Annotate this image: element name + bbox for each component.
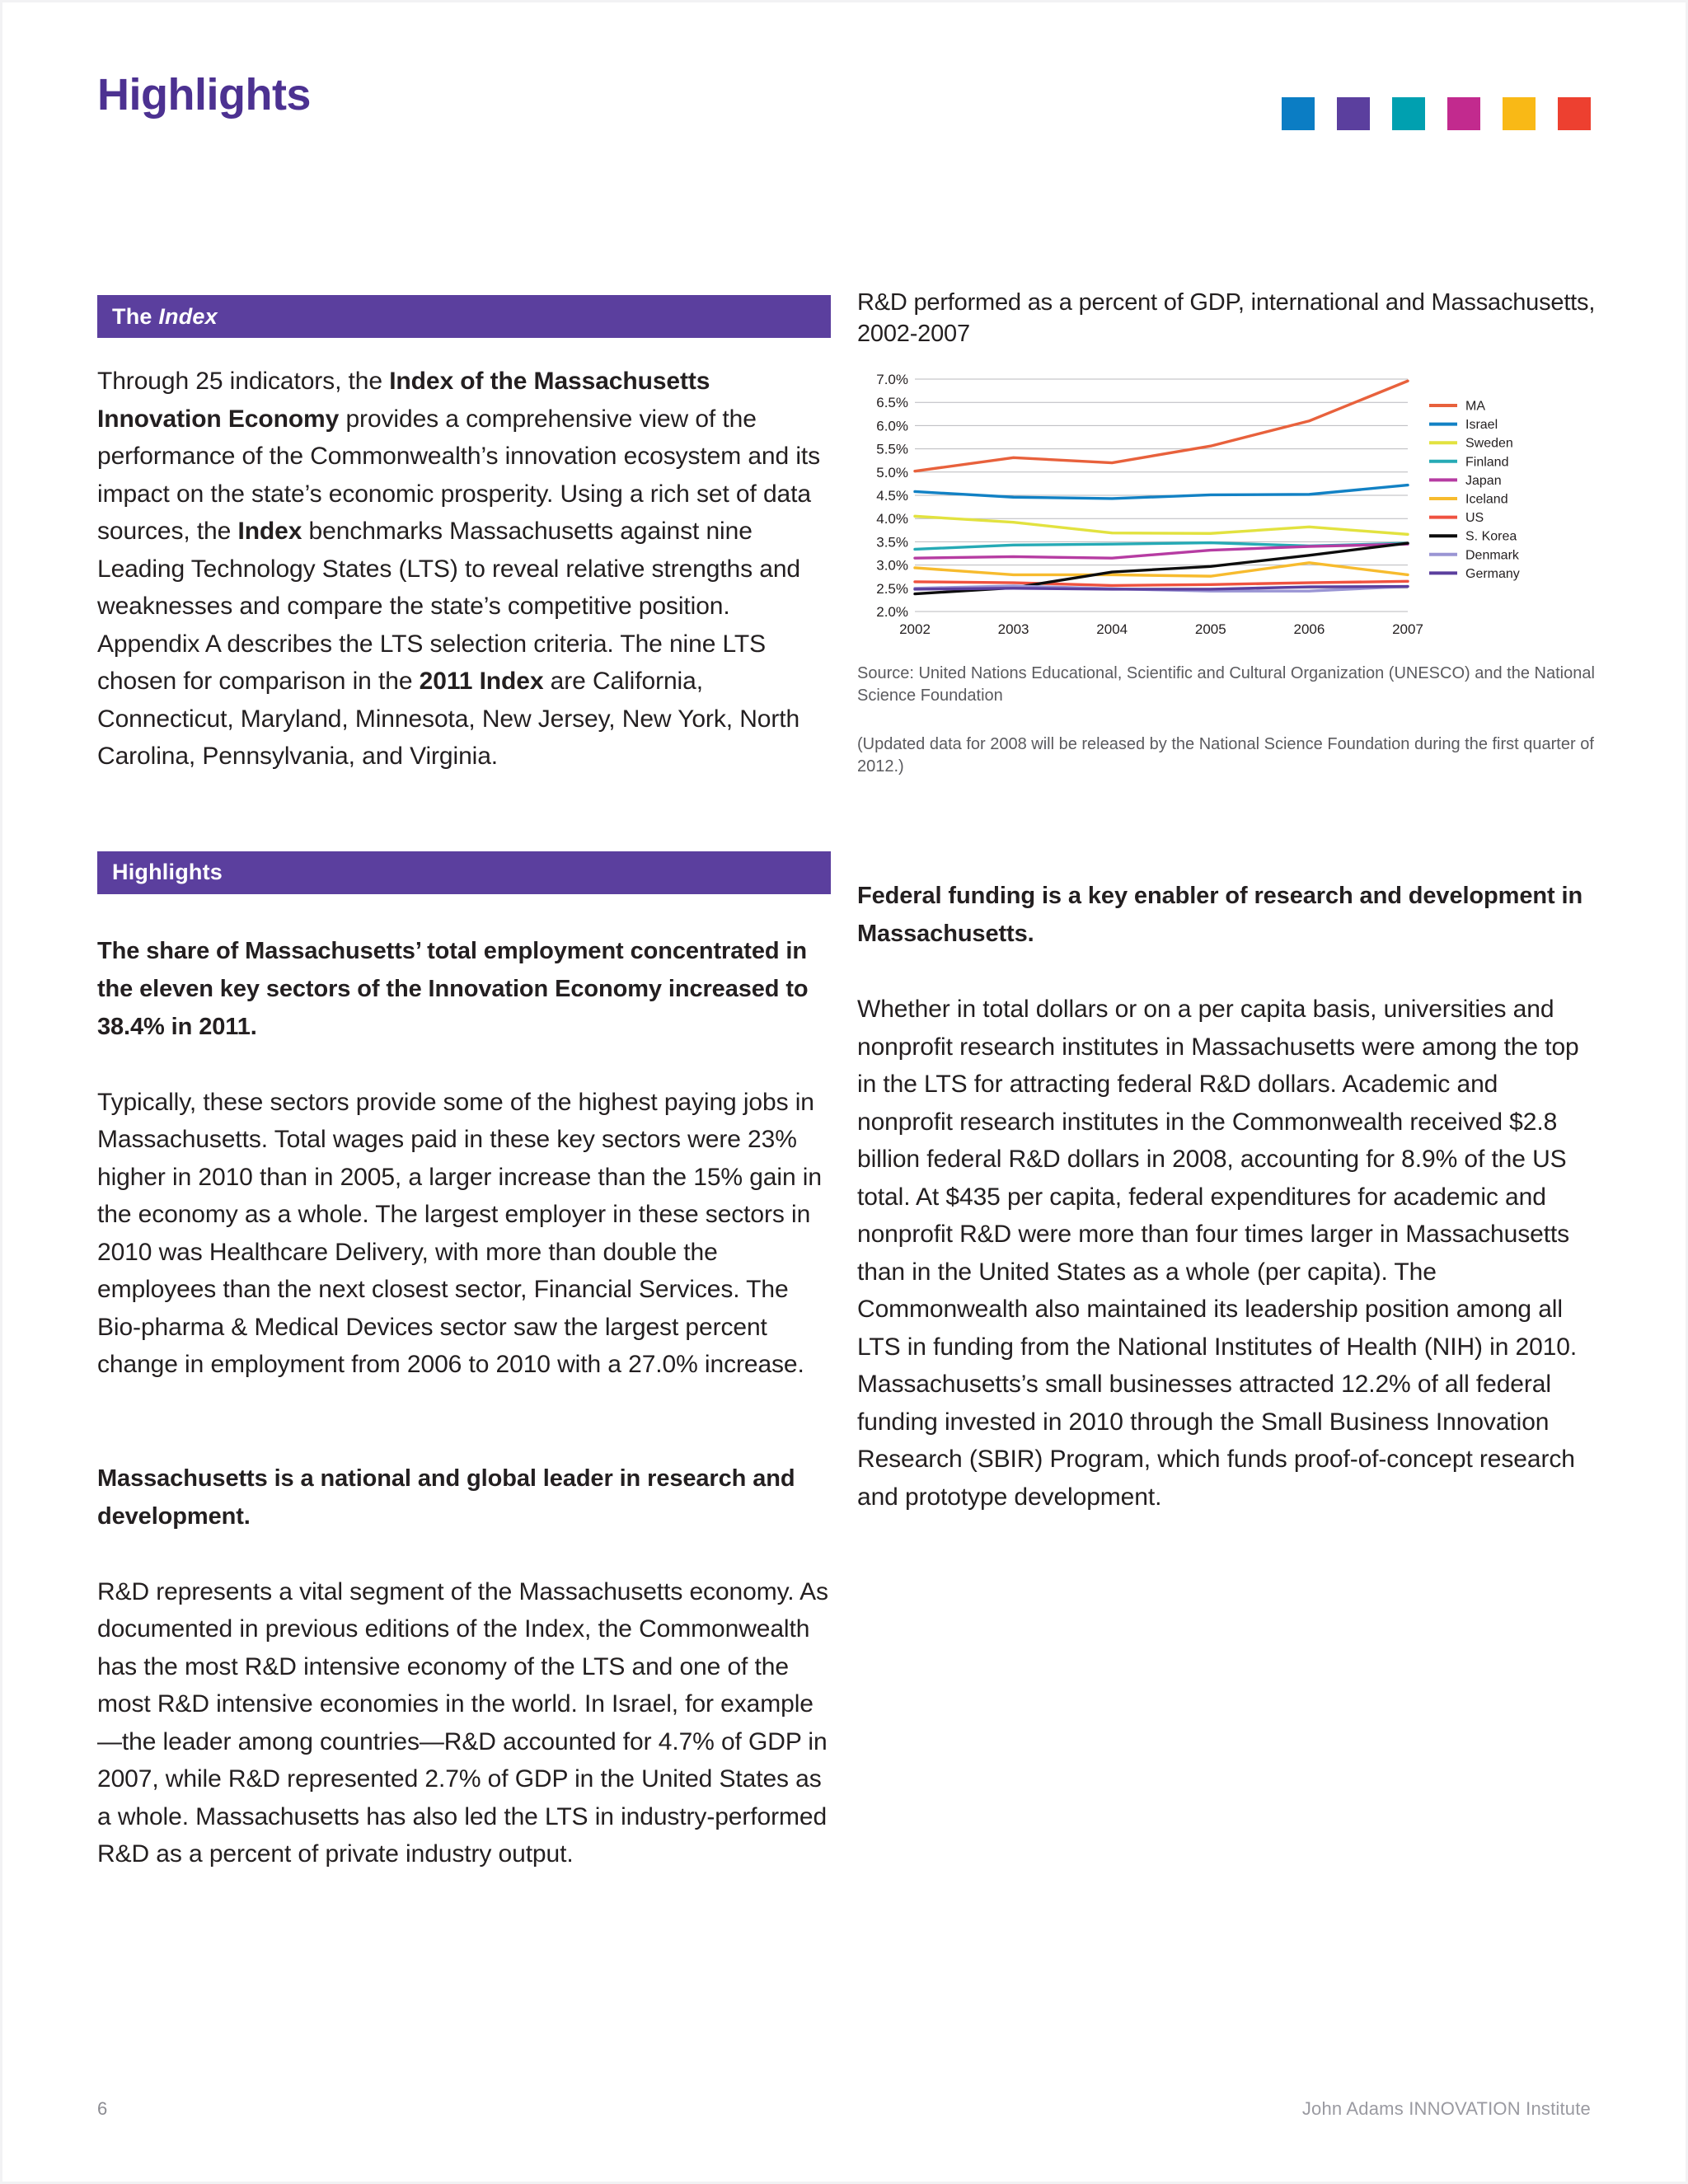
right-column (857, 287, 1599, 1516)
spacer (97, 1046, 831, 1084)
page-footer (97, 2098, 1591, 2123)
brand-color-swatches (1282, 97, 1591, 130)
footer-brand: John Adams INNOVATION Institute (1301, 2098, 1591, 2119)
chart-update-note: (Updated data for 2008 will be released by the National Science Foundation during the first quarter of 2012.) (857, 735, 1594, 776)
legend-label-sweden: Sweden (1465, 436, 1513, 451)
legend-label-s-korea: S. Korea (1465, 529, 1517, 544)
highlights-lead-employment: The share of Massachusetts’ total employment concentrated in the eleven key sectors of the Innovation Economy increased to 38.4% in 2011. (97, 937, 809, 1040)
chart-title: R&D performed as a percent of GDP, international and Massachusetts, 2002-2007 (857, 289, 1596, 347)
legend-label-germany: Germany (1465, 566, 1520, 581)
section-bar-highlights-label: Highlights (112, 860, 223, 884)
y-axis-tick-label: 6.0% (876, 418, 908, 434)
legend-label-finland: Finland (1465, 455, 1509, 470)
federal-funding-lead: Federal funding is a key enabler of research and development in Massachusetts. (857, 883, 1583, 947)
left-column (97, 295, 831, 1873)
y-axis-tick-label: 4.5% (876, 488, 908, 504)
page-header (97, 70, 1591, 147)
spacer (97, 1535, 831, 1573)
x-axis-tick-label: 2003 (997, 621, 1029, 637)
chart-svg (857, 373, 1599, 644)
spacer (857, 778, 1599, 854)
y-axis-tick-label: 5.5% (876, 441, 908, 457)
x-axis-tick-label: 2007 (1392, 621, 1423, 637)
highlights-paragraph-rd: R&D represents a vital segment of the Massachusetts economy. As documented in previous editions of the Index, the Commonwealth has the most R&D intensive economy of the LTS and one of the most R&D intensive economies in the world. In Israel, for example—the leader among countries—R&D accounted for 4.7% of GDP in 2007, while R&D represented 2.7% of GDP in the United States as a whole. Massachusetts has also led the LTS in industry-performed R&D as a percent of private industry output. (97, 1577, 828, 1868)
y-axis-tick-label: 5.0% (876, 464, 908, 480)
series-line-us (915, 581, 1408, 585)
y-axis-tick-label: 6.5% (876, 395, 908, 411)
chart-source-note: Source: United Nations Educational, Scientific and Cultural Organization (UNESCO) and the National Science Foundation (857, 664, 1595, 705)
section-bar-the-index-label (112, 304, 218, 330)
spacer (857, 854, 1599, 877)
page-title: Highlights (97, 70, 311, 120)
swatch-yellow (1503, 97, 1536, 130)
x-axis-tick-label: 2002 (899, 621, 931, 637)
y-axis-tick-label: 7.0% (876, 373, 908, 387)
section-bar-the-index-italic: Index (158, 303, 218, 329)
index-paragraph: Through 25 indicators, the Index of the Massachusetts Innovation Economy provides a comprehensive view of the performance of the Commonwealth’s innovation ecosystem and its impact on the state’s economic prosperity. Using a rich set of data sources, the Index benchmarks Massachusetts against nine Leading Technology States (LTS) to reveal relative strengths and weaknesses and compare the state’s competitive position. Appendix A describes the LTS selection criteria. The nine LTS chosen for comparison in the 2011 Index are California, Connecticut, Maryland, Minnesota, New Jersey, New York, North Carolina, Pennsylvania, and Virginia. (97, 368, 821, 770)
section-bar-highlights (97, 851, 831, 894)
y-axis-tick-label: 4.0% (876, 511, 908, 527)
swatch-red (1558, 97, 1591, 130)
rd-gdp-line-chart (857, 373, 1599, 644)
y-axis-tick-label: 2.0% (876, 604, 908, 620)
legend-label-japan: Japan (1465, 473, 1502, 488)
highlights-paragraph-sectors: Typically, these sectors provide some of the highest paying jobs in Massachusetts. Total wages paid in these key sectors were 23% higher in 2010 than in 2005, a larger increase than the 15% gain in the economy as a whole. The largest employer in these sectors in 2010 was Healthcare Delivery, with more than double the employees than the next closest sector, Financial Services. The Bio-pharma & Medical Devices sector saw the largest percent change in employment from 2006 to 2010 with a 27.0% increase. (97, 1088, 822, 1378)
y-axis-tick-label: 3.0% (876, 557, 908, 574)
swatch-purple (1337, 97, 1370, 130)
legend-label-ma: MA (1465, 399, 1485, 414)
section-bar-the-index (97, 295, 831, 338)
footer-page-number: 6 (97, 2098, 108, 2119)
x-axis-tick-label: 2006 (1293, 621, 1325, 637)
series-line-ma (915, 381, 1408, 471)
swatch-blue (1282, 97, 1315, 130)
spacer (97, 1384, 831, 1460)
legend-label-us: US (1465, 511, 1484, 526)
x-axis-tick-label: 2005 (1194, 621, 1226, 637)
swatch-magenta (1447, 97, 1480, 130)
y-axis-tick-label: 2.5% (876, 580, 908, 597)
x-axis-tick-label: 2004 (1096, 621, 1128, 637)
y-axis-tick-label: 3.5% (876, 534, 908, 551)
spacer (97, 894, 831, 932)
federal-funding-paragraph: Whether in total dollars or on a per capita basis, universities and nonprofit research institutes in Massachusetts were among the top in the LTS for attracting federal R&D dollars. Academic and nonprofit research institutes in the Commonwealth received $2.8 billion federal R&D dollars in 2008, accounting for 8.9% of the US total. At $435 per capita, federal expenditures for academic and nonprofit R&D were more than four times larger in Massachusetts than in the United States as a whole (per capita). The Commonwealth also maintained its leadership position among all LTS in funding from the National Institutes of Health (NIH) in 2010. Massachusetts’s small businesses attracted 12.2% of all federal funding invested in 2010 through the Small Business Innovation Research (SBIR) Program, which funds proof-of-concept research and prototype development. (857, 996, 1579, 1511)
legend-label-israel: Israel (1465, 418, 1498, 433)
section-bar-the-index-plain: The (112, 303, 159, 329)
highlights-lead-rd: Massachusetts is a national and global leader in research and development. (97, 1465, 795, 1530)
legend-label-iceland: Iceland (1465, 492, 1508, 507)
spacer (857, 953, 1599, 991)
spacer (97, 776, 831, 851)
legend-label-denmark: Denmark (1465, 548, 1519, 563)
swatch-teal (1392, 97, 1425, 130)
series-line-israel (915, 485, 1408, 499)
